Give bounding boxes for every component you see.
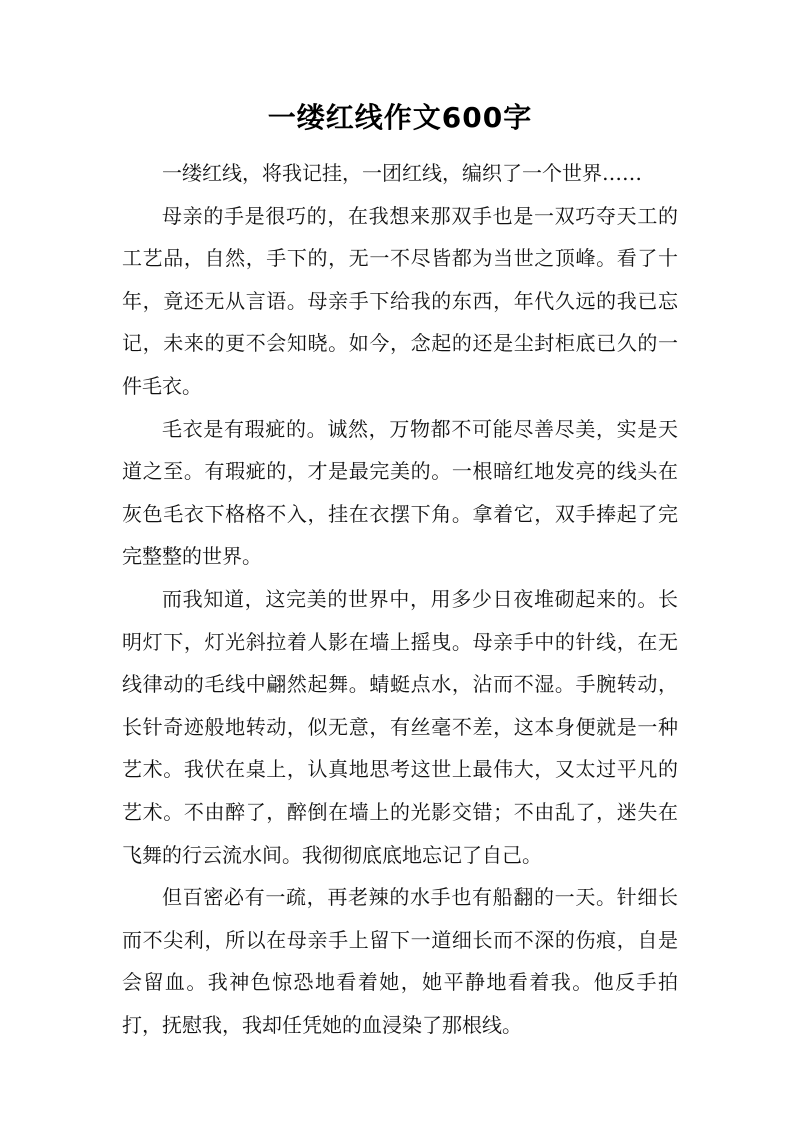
- paragraph-5: 但百密必有一疏，再老辣的水手也有船翻的一天。针细长而不尖利，所以在母亲手上留下一道细长而不深的伤痕，自是会留血。我神色惊恐地看着她，她平静地看着我。他反手拍打，抚慰我，我却任凭她的血浸染了那根线。: [122, 885, 678, 1037]
- essay-body: [122, 152, 678, 1046]
- document-title: 一缕红线作文600字: [267, 101, 533, 134]
- paragraph-2: 母亲的手是很巧的，在我想来那双手也是一双巧夺天工的工艺品，自然，手下的，无一不尽皆都为当世之顶峰。看了十年，竟还无从言语。母亲手下给我的东西，年代久远的我已忘记，未来的更不会知晓。如今，念起的还是尘封柜底已久的一件毛衣。: [122, 203, 678, 398]
- paragraph-4: 而我知道，这完美的世界中，用多少日夜堆砌起来的。长明灯下，灯光斜拉着人影在墙上摇曳。母亲手中的针线，在无线律动的毛线中翩然起舞。蜻蜓点水，沾而不湿。手腕转动，长针奇迹般地转动，似无意，有丝毫不差，这本身便就是一种艺术。我伏在桌上，认真地思考这世上最伟大，又太过平凡的艺术。不由醉了，醉倒在墙上的光影交错；不由乱了，迷失在飞舞的行云流水间。我彻彻底底地忘记了自己。: [122, 586, 678, 867]
- paragraph-3: 毛衣是有瑕疵的。诚然，万物都不可能尽善尽美，实是天道之至。有瑕疵的，才是最完美的。一根暗红地发亮的线头在灰色毛衣下格格不入，挂在衣摆下角。拿着它，双手捧起了完完整整的世界。: [122, 416, 678, 569]
- paragraph-1: 一缕红线，将我记挂，一团红线，编织了一个世界……: [162, 161, 642, 185]
